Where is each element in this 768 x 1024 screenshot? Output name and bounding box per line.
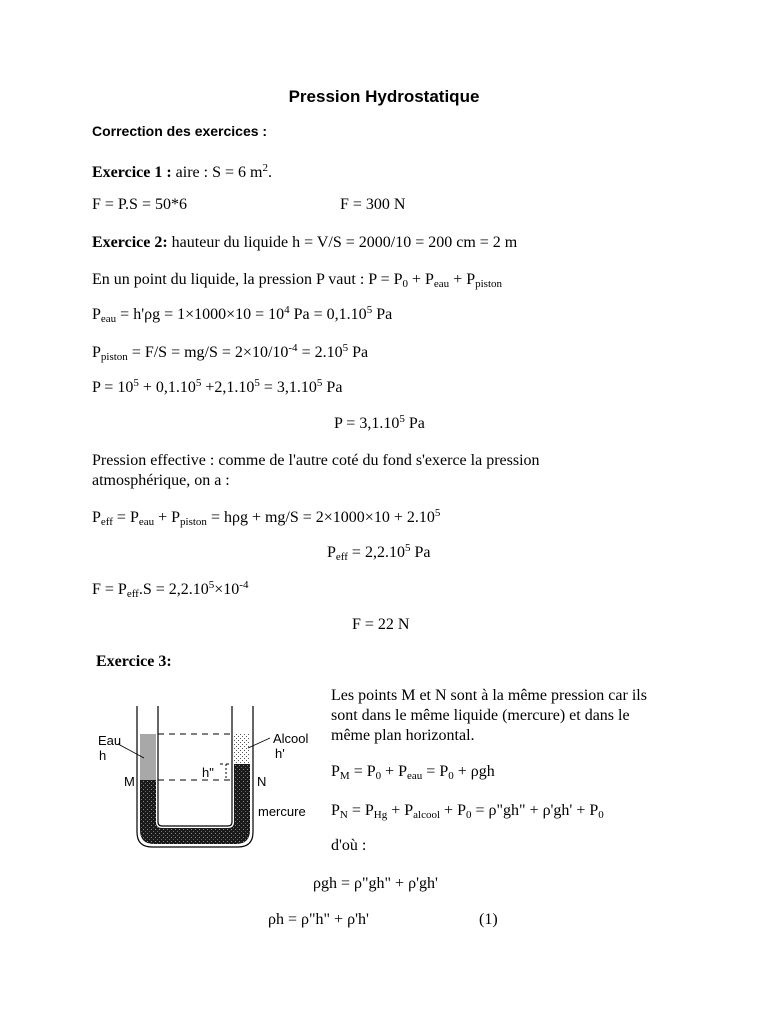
ex3-paragraph-line1: Les points M et N sont à la même pression car ils xyxy=(331,687,647,704)
ex1-result: F = 300 N xyxy=(340,196,406,213)
ex3-dou: d'où : xyxy=(331,837,367,854)
mercury-fill xyxy=(140,764,250,844)
ex3-pn-equation: $P_N = P_{Hg} + P_{alcool} + P_0$ = ρ"gh" + $\rho'gh' + P_0$ xyxy=(331,802,604,821)
ex2-effective-line1: Pression effective : comme de l'autre coté du fond s'exerce la pression xyxy=(92,452,540,469)
ex3-equation-number: (1) xyxy=(479,911,498,928)
label-M: M xyxy=(124,774,135,789)
ex1-statement: Exercice 1 : aire : S = 6 $m^2$. xyxy=(92,162,272,181)
label-h: h xyxy=(99,748,107,763)
ex2-label: Exercice 2: xyxy=(92,234,168,251)
section-subtitle: Correction des exercices : xyxy=(92,123,268,139)
label-h-prime: h' xyxy=(275,746,285,761)
ex2-pressure-intro: En un point du liquide, la pression P vaut : $P = P_0 + P_{eau} + P_{piston}$ xyxy=(92,271,503,290)
ex3-equation-h: ρh = ρ"h" + ρ'h' xyxy=(268,911,369,928)
ex3-pm-equation: $P_M = P_0 + P_{eau} = P_0 + \rho gh$ xyxy=(331,763,495,782)
ex2-force-result: F = 22 N xyxy=(352,616,410,633)
label-h2: h" xyxy=(202,765,214,780)
label-alcool: Alcool xyxy=(273,731,309,746)
ex2-sum: $P = 10^5 + 0,1.10^5 +2,1.10^5 = 3,1.10^5$ Pa xyxy=(92,377,343,396)
ex1-calc: F = P.S = 50*6 xyxy=(92,196,187,213)
alcool-leader xyxy=(248,738,270,748)
label-eau: Eau xyxy=(98,733,122,748)
u-tube-diagram xyxy=(90,700,330,860)
label-mercure: mercure xyxy=(258,804,306,819)
ex2-peau: $P_{eau} = h'\rho g = 1\times 1000\times 10 = 10^4$ $Pa = 0,1.10^5$ Pa xyxy=(92,304,393,325)
ex2-ppiston: $P_{piston} = F/S = mg/S = 2\times 10/10^{-4} = 2.10^5$ Pa xyxy=(92,342,369,363)
ex2-statement: Exercice 2: hauteur du liquide h = V/S = 2000/10 = 200 cm = 2 m xyxy=(92,234,518,251)
ex3-label: Exercice 3: xyxy=(96,653,172,670)
page-title: Pression Hydrostatique xyxy=(288,87,480,106)
ex3-paragraph-line3: même plan horizontal. xyxy=(331,727,475,744)
ex2-peff-result: $P_{eff} = 2,2.10^5$ Pa xyxy=(327,542,431,563)
ex2-result: $P = 3,1.10^5$ Pa xyxy=(334,413,425,432)
ex3-paragraph-line2: sont dans le même liquide (mercure) et dans le xyxy=(331,707,630,724)
ex2-effective-line2: atmosphérique, on a : xyxy=(92,472,230,489)
ex2-force: $F = P_{eff}.S = 2,2.10^5\times 10^{-4}$ xyxy=(92,579,249,600)
ex3-equation-gh: ρgh = ρ"gh" + ρ'gh' xyxy=(313,875,438,892)
ex2-peff: $P_{eff} = P_{eau} + P_{piston} = h\rho g + mg/S = 2\times 1000\times 10 + 2.10^5$ xyxy=(92,507,441,528)
label-N: N xyxy=(257,774,267,789)
alcohol-column xyxy=(234,734,250,764)
ex1-label: Exercice 1 : xyxy=(92,164,172,181)
